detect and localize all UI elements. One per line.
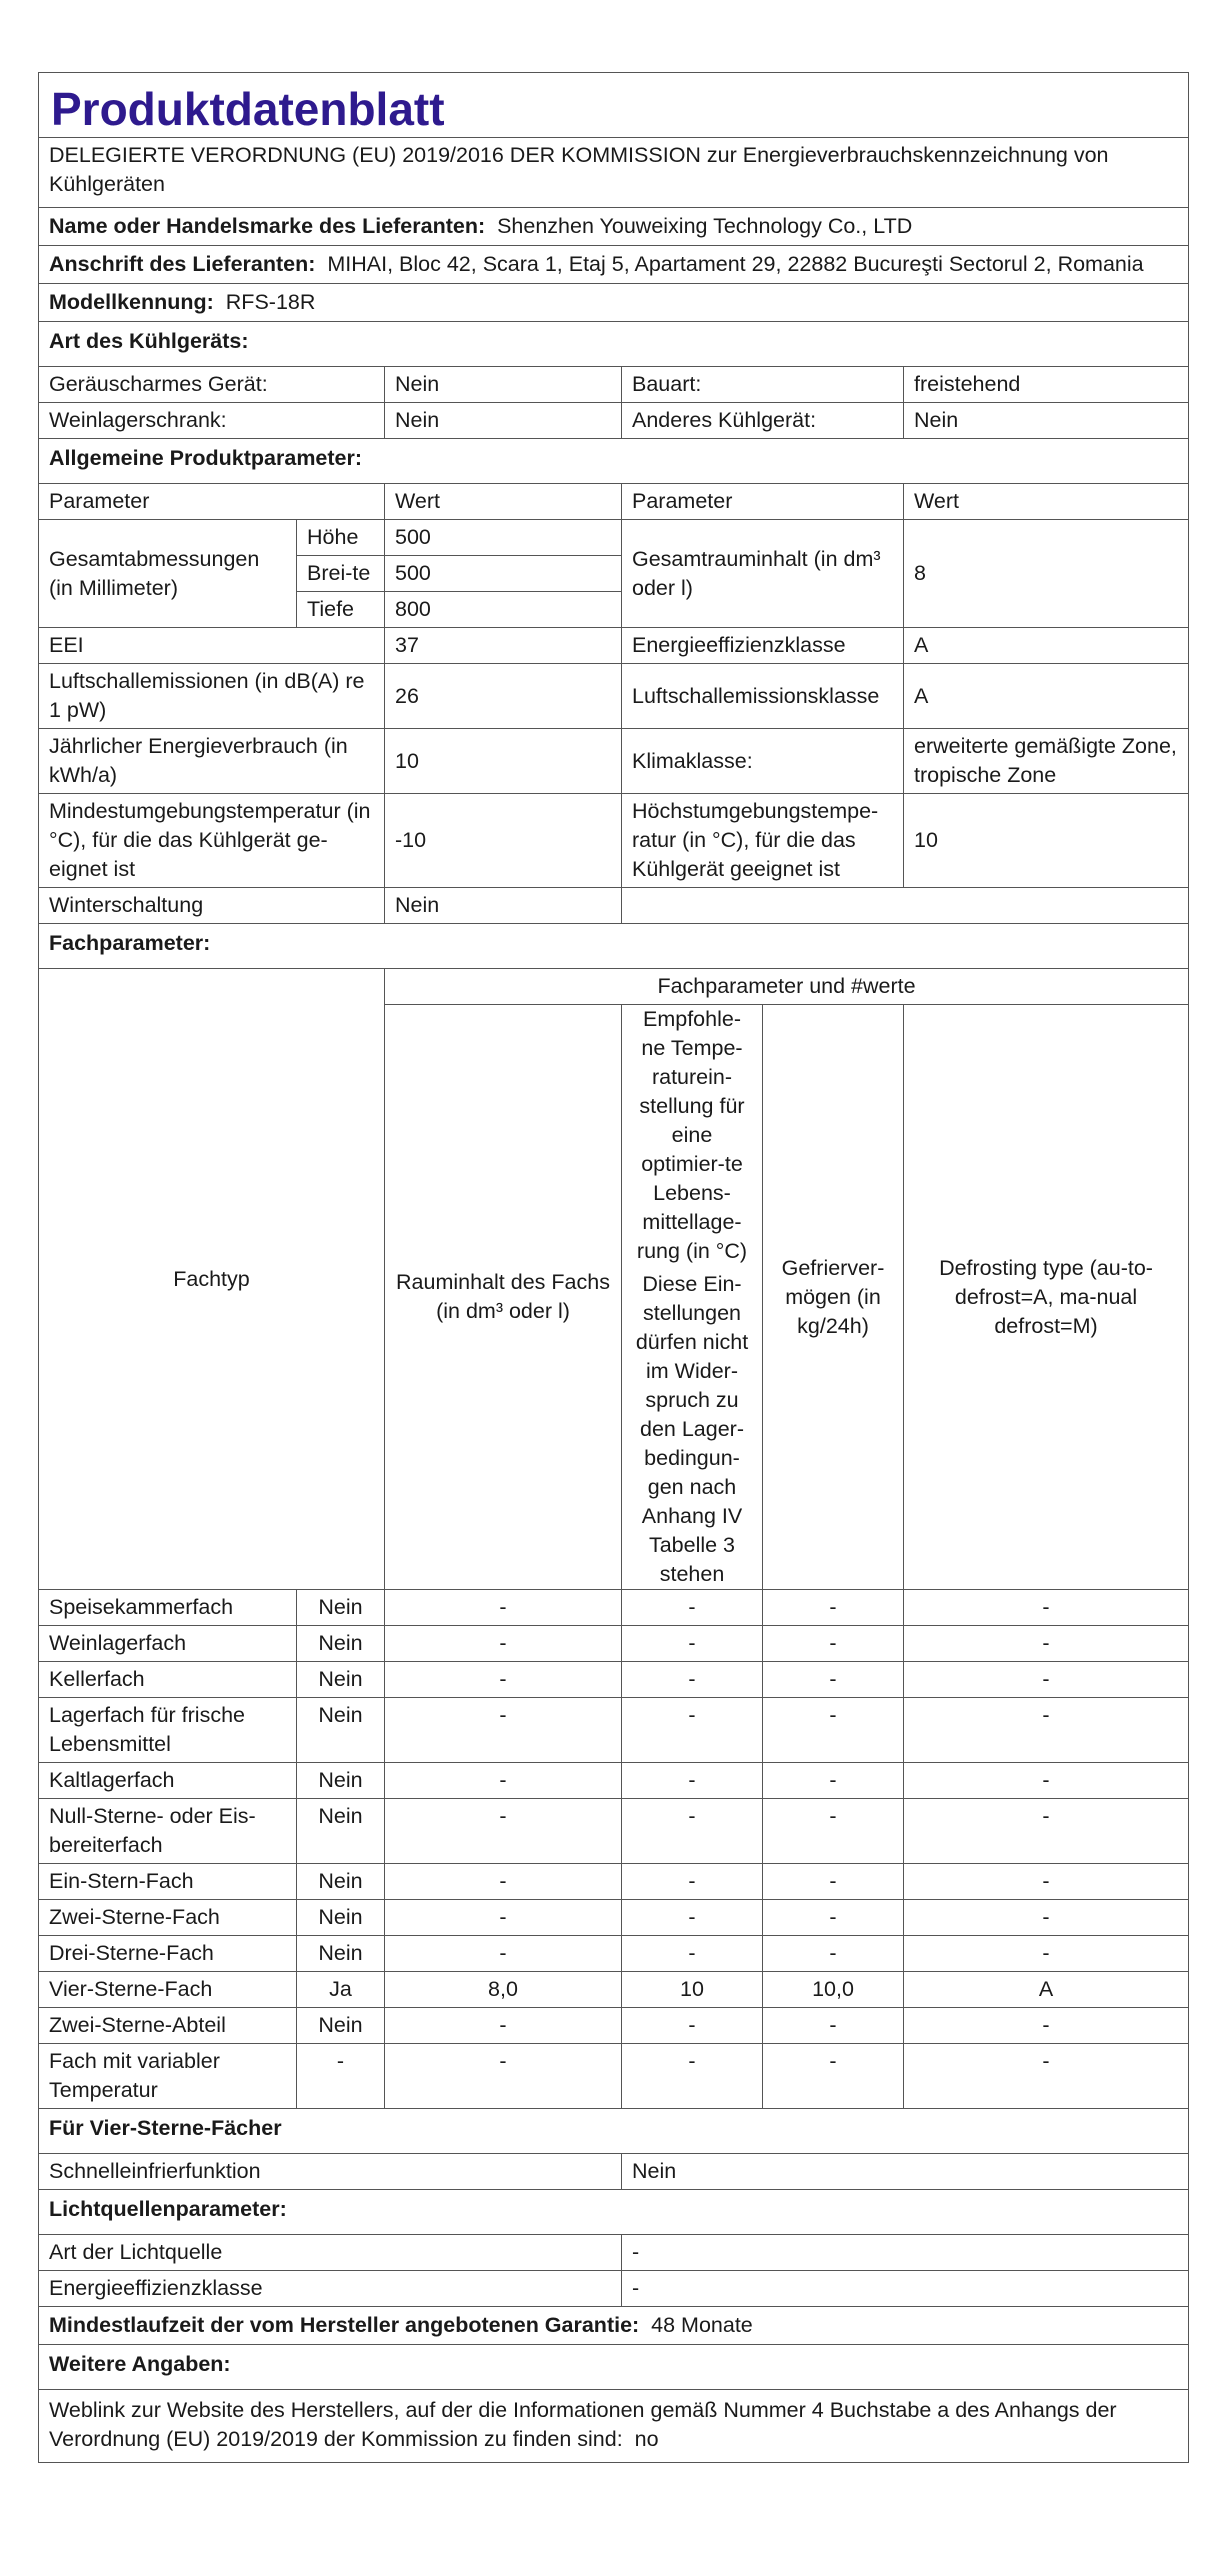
compartment-freeze: - xyxy=(763,1864,904,1900)
table-row xyxy=(39,1936,1189,1972)
compartment-volume: - xyxy=(385,1662,622,1698)
compartment-present: Nein xyxy=(297,1626,385,1662)
compartment-freeze: - xyxy=(763,1662,904,1698)
compartment-name: Lagerfach für frische Lebensmittel xyxy=(39,1698,297,1763)
depth-label: Tiefe xyxy=(297,592,385,628)
compartment-freeze: - xyxy=(763,2044,904,2109)
supplier-name-label: Name oder Handelsmarke des Lieferanten: xyxy=(49,214,486,238)
compartment-name: Fach mit variabler Temperatur xyxy=(39,2044,297,2109)
datasheet-table xyxy=(38,72,1189,2463)
quick-freeze-label: Schnelleinfrierfunktion xyxy=(39,2154,622,2190)
table-row xyxy=(39,1763,1189,1799)
supplier-address-label: Anschrift des Lieferanten: xyxy=(49,252,316,276)
value-header-left: Wert xyxy=(385,484,622,520)
compartment-freeze: - xyxy=(763,1900,904,1936)
compartment-defrost: - xyxy=(904,1763,1189,1799)
quick-freeze-value: Nein xyxy=(622,2154,1189,2190)
winter-setting-label: Winterschaltung xyxy=(39,888,385,924)
param-header-left: Parameter xyxy=(39,484,385,520)
design-label: Bauart: xyxy=(622,367,904,403)
compartment-present: Nein xyxy=(297,1763,385,1799)
compartment-freeze: - xyxy=(763,1799,904,1864)
compartment-defrost: - xyxy=(904,2008,1189,2044)
compartment-name: Zwei-Sterne-Abteil xyxy=(39,2008,297,2044)
total-volume-label: Gesamtrauminhalt (in dm³ oder l) xyxy=(622,520,904,628)
compartment-freeze: - xyxy=(763,1626,904,1662)
compartment-volume: - xyxy=(385,1936,622,1972)
four-star-heading: Für Vier-Sterne-Fächer xyxy=(39,2109,1189,2154)
table-row xyxy=(39,1590,1189,1626)
compartment-name: Speisekammerfach xyxy=(39,1590,297,1626)
table-row xyxy=(39,2008,1189,2044)
page-title: Produktdatenblatt xyxy=(39,73,1189,138)
general-params-heading: Allgemeine Produktparameter: xyxy=(39,439,1189,484)
compartment-params-heading: Fachparameter: xyxy=(39,924,1189,969)
light-energy-class-label: Energieeffizienzklasse xyxy=(39,2271,622,2307)
min-ambient-temp-value: -10 xyxy=(385,794,622,888)
param-header-right: Parameter xyxy=(622,484,904,520)
compartment-volume: - xyxy=(385,1590,622,1626)
compartment-freeze: - xyxy=(763,2008,904,2044)
weblink-value: no xyxy=(634,2427,659,2451)
min-ambient-temp-label: Mindestumgebungstemperatur (in °C), für die das Kühlgerät ge-eignet ist xyxy=(39,794,385,888)
compartment-volume: - xyxy=(385,2008,622,2044)
compartment-present: Nein xyxy=(297,2008,385,2044)
low-noise-label: Geräuscharmes Gerät: xyxy=(39,367,385,403)
compartment-present: Nein xyxy=(297,1662,385,1698)
compartment-defrost: - xyxy=(904,1864,1189,1900)
compartment-present: Ja xyxy=(297,1972,385,2008)
compartment-defrost: A xyxy=(904,1972,1189,2008)
compartment-volume: - xyxy=(385,1864,622,1900)
noise-emission-value: 26 xyxy=(385,664,622,729)
compartment-defrost: - xyxy=(904,1626,1189,1662)
compartment-temp: - xyxy=(622,2008,763,2044)
compartment-volume: - xyxy=(385,2044,622,2109)
compartment-name: Zwei-Sterne-Fach xyxy=(39,1900,297,1936)
compartment-name: Kellerfach xyxy=(39,1662,297,1698)
compartment-temp: - xyxy=(622,1936,763,1972)
compartment-present: Nein xyxy=(297,1799,385,1864)
wine-cabinet-value: Nein xyxy=(385,403,622,439)
compartment-temp: - xyxy=(622,1799,763,1864)
light-source-heading: Lichtquellenparameter: xyxy=(39,2190,1189,2235)
compartment-freeze: - xyxy=(763,1698,904,1763)
defrost-type-header: Defrosting type (au-to-defrost=A, ma-nual defrost=M) xyxy=(904,1005,1189,1590)
compartment-defrost: - xyxy=(904,2044,1189,2109)
compartment-defrost: - xyxy=(904,1900,1189,1936)
light-energy-class-value: - xyxy=(622,2271,1189,2307)
noise-class-value: A xyxy=(904,664,1189,729)
regulation-subtitle: DELEGIERTE VERORDNUNG (EU) 2019/2016 DER KOMMISSION zur Energieverbrauchskennzeichnung von Kühlgeräten xyxy=(39,138,1189,208)
table-row xyxy=(39,1972,1189,2008)
supplier-name: Shenzhen Youweixing Technology Co., LTD xyxy=(497,214,913,238)
compartment-name: Ein-Stern-Fach xyxy=(39,1864,297,1900)
warranty-row xyxy=(39,2307,1189,2345)
weblink-text: Weblink zur Website des Herstellers, auf der die Informationen gemäß Nummer 4 Buchstabe a des Anhangs der Verordnung (EU) 2019/2019 der Kommission zu finden sind: xyxy=(49,2398,1117,2451)
compartment-volume: - xyxy=(385,1698,622,1763)
annual-energy-value: 10 xyxy=(385,729,622,794)
recommended-temp-header-text: Empfohle-ne Tempe-raturein-stellung für eine optimier-te Lebens-mittellage-rung (in °C) xyxy=(636,1007,748,1263)
compartment-temp: - xyxy=(622,1590,763,1626)
compartment-volume: 8,0 xyxy=(385,1972,622,2008)
compartment-group-header: Fachparameter und #werte xyxy=(385,969,1189,1005)
freezing-capacity-header: Gefrierver-mögen (in kg/24h) xyxy=(763,1005,904,1590)
storage-conditions-note: Diese Ein-stellungen dürfen nicht im Wider-spruch zu den Lager-bedingun-gen nach Anhang IV Tabelle 3 stehen xyxy=(635,1272,749,1586)
compartment-temp: - xyxy=(622,1763,763,1799)
compartment-present: Nein xyxy=(297,1864,385,1900)
compartment-present: Nein xyxy=(297,1698,385,1763)
compartment-present: Nein xyxy=(297,1900,385,1936)
energy-class-label: Energieeffizienzklasse xyxy=(622,628,904,664)
compartment-temp: 10 xyxy=(622,1972,763,2008)
other-appliance-value: Nein xyxy=(904,403,1189,439)
climate-class-label: Klimaklasse: xyxy=(622,729,904,794)
compartment-name: Drei-Sterne-Fach xyxy=(39,1936,297,1972)
compartment-volume-header: Rauminhalt des Fachs (in dm³ oder l) xyxy=(385,1005,622,1590)
supplier-address: MIHAI, Bloc 42, Scara 1, Etaj 5, Apartament 29, 22882 Bucureşti Sectorul 2, Romania xyxy=(327,252,1144,276)
device-type-heading: Art des Kühlgeräts: xyxy=(39,322,1189,367)
width-label: Brei-te xyxy=(297,556,385,592)
dimensions-label: Gesamtabmessungen (in Millimeter) xyxy=(39,520,297,628)
value-header-right: Wert xyxy=(904,484,1189,520)
total-volume-value: 8 xyxy=(904,520,1189,628)
other-appliance-label: Anderes Kühlgerät: xyxy=(622,403,904,439)
compartment-defrost: - xyxy=(904,1799,1189,1864)
model-row xyxy=(39,284,1189,322)
compartment-volume: - xyxy=(385,1900,622,1936)
weblink-row xyxy=(39,2390,1189,2463)
compartment-temp: - xyxy=(622,2044,763,2109)
compartment-volume: - xyxy=(385,1763,622,1799)
compartment-temp: - xyxy=(622,1900,763,1936)
height-value: 500 xyxy=(385,520,622,556)
depth-value: 800 xyxy=(385,592,622,628)
compartment-freeze: - xyxy=(763,1763,904,1799)
max-ambient-temp-label: Höchstumgebungstempe-ratur (in °C), für die das Kühlgerät geeignet ist xyxy=(622,794,904,888)
warranty-label: Mindestlaufzeit der vom Hersteller angebotenen Garantie: xyxy=(49,2313,640,2337)
table-row xyxy=(39,1864,1189,1900)
compartment-present: Nein xyxy=(297,1590,385,1626)
compartment-rows xyxy=(39,1590,1189,2109)
supplier-name-row xyxy=(39,208,1189,246)
compartment-present: - xyxy=(297,2044,385,2109)
compartment-present: Nein xyxy=(297,1936,385,1972)
light-type-value: - xyxy=(622,2235,1189,2271)
energy-class-value: A xyxy=(904,628,1189,664)
height-label: Höhe xyxy=(297,520,385,556)
compartment-defrost: - xyxy=(904,1662,1189,1698)
compartment-name: Vier-Sterne-Fach xyxy=(39,1972,297,2008)
eei-label: EEI xyxy=(39,628,385,664)
compartment-name: Weinlagerfach xyxy=(39,1626,297,1662)
empty-cell xyxy=(622,888,1189,924)
compartment-temp: - xyxy=(622,1626,763,1662)
low-noise-value: Nein xyxy=(385,367,622,403)
table-row xyxy=(39,1900,1189,1936)
width-value: 500 xyxy=(385,556,622,592)
product-data-sheet xyxy=(38,72,1188,2463)
wine-cabinet-label: Weinlagerschrank: xyxy=(39,403,385,439)
compartment-volume: - xyxy=(385,1626,622,1662)
max-ambient-temp-value: 10 xyxy=(904,794,1189,888)
compartment-defrost: - xyxy=(904,1936,1189,1972)
annual-energy-label: Jährlicher Energieverbrauch (in kWh/a) xyxy=(39,729,385,794)
compartment-temp: - xyxy=(622,1864,763,1900)
compartment-temp: - xyxy=(622,1698,763,1763)
eei-value: 37 xyxy=(385,628,622,664)
compartment-temp: - xyxy=(622,1662,763,1698)
compartment-defrost: - xyxy=(904,1698,1189,1763)
table-row xyxy=(39,1698,1189,1763)
light-type-label: Art der Lichtquelle xyxy=(39,2235,622,2271)
design-value: freistehend xyxy=(904,367,1189,403)
supplier-address-row xyxy=(39,246,1189,284)
table-row xyxy=(39,1662,1189,1698)
climate-class-value: erweiterte gemäßigte Zone, tropische Zone xyxy=(904,729,1189,794)
warranty-value: 48 Monate xyxy=(651,2313,753,2337)
table-row xyxy=(39,2044,1189,2109)
table-row xyxy=(39,1799,1189,1864)
compartment-defrost: - xyxy=(904,1590,1189,1626)
model-label: Modellkennung: xyxy=(49,290,214,314)
more-info-heading: Weitere Angaben: xyxy=(39,2345,1189,2390)
compartment-freeze: - xyxy=(763,1936,904,1972)
recommended-temp-header xyxy=(622,1005,763,1590)
model-id: RFS-18R xyxy=(225,290,316,314)
table-row xyxy=(39,1626,1189,1662)
compartment-volume: - xyxy=(385,1799,622,1864)
compartment-freeze: - xyxy=(763,1590,904,1626)
winter-setting-value: Nein xyxy=(385,888,622,924)
compartment-name: Null-Sterne- oder Eis-bereiterfach xyxy=(39,1799,297,1864)
compartment-type-header: Fachtyp xyxy=(39,969,385,1590)
noise-emission-label: Luftschallemissionen (in dB(A) re 1 pW) xyxy=(39,664,385,729)
noise-class-label: Luftschallemissionsklasse xyxy=(622,664,904,729)
compartment-freeze: 10,0 xyxy=(763,1972,904,2008)
compartment-name: Kaltlagerfach xyxy=(39,1763,297,1799)
